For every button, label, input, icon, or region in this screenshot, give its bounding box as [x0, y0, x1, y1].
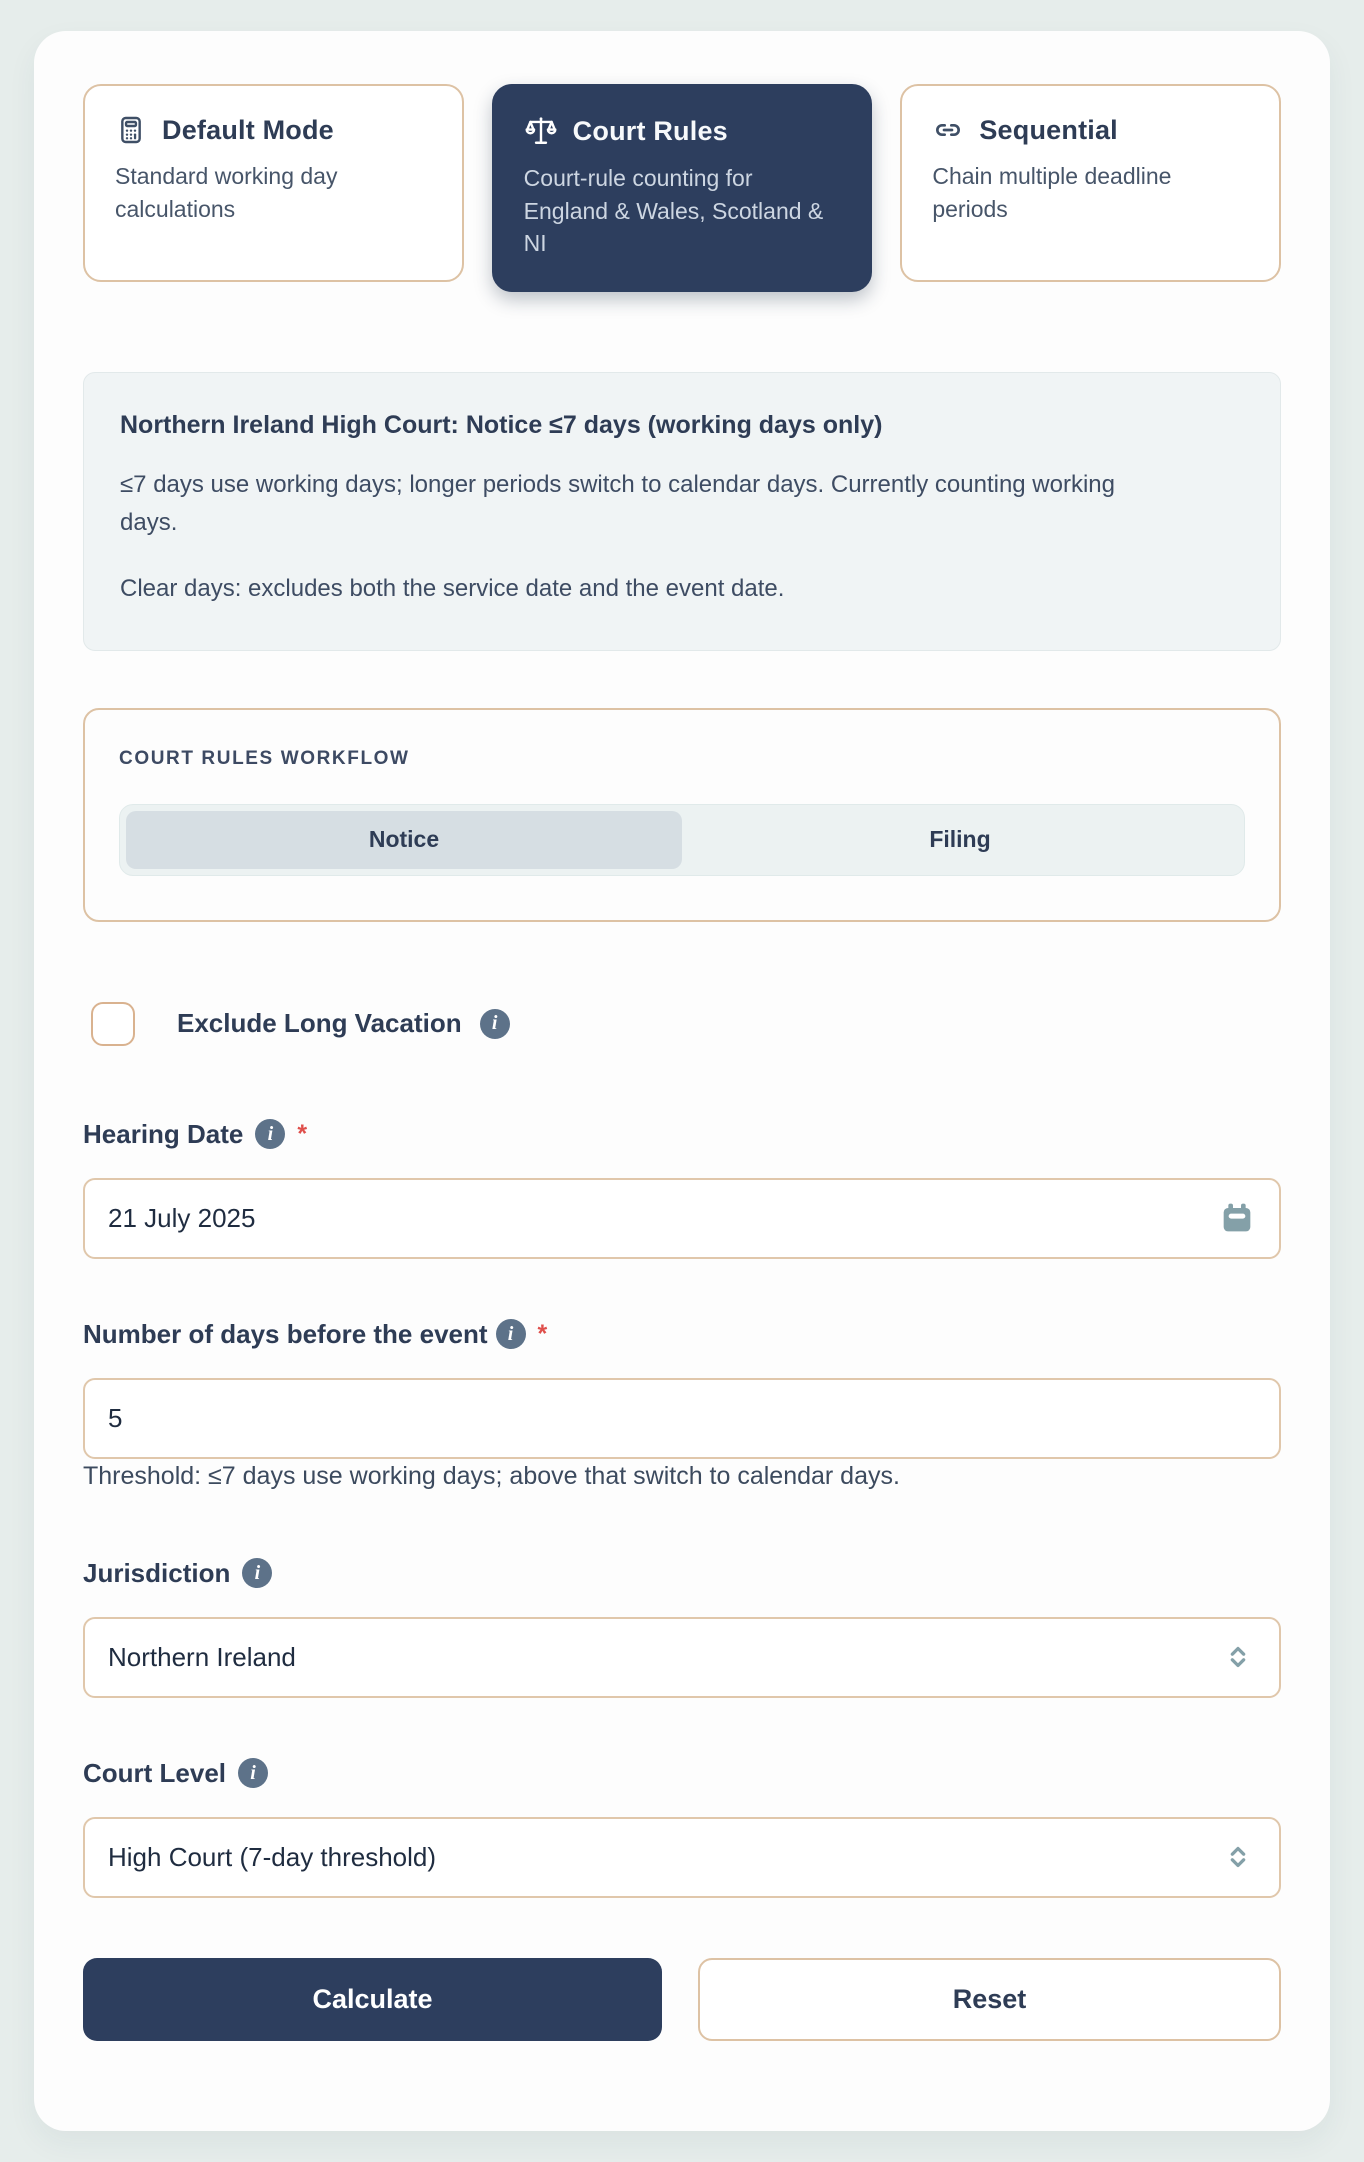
action-buttons [83, 1958, 1281, 2041]
chevron-up-down-icon [1221, 1640, 1255, 1674]
court-level-label-row [83, 1758, 1281, 1789]
hearing-date-info-icon[interactable]: i [255, 1119, 285, 1149]
days-before-input[interactable] [83, 1378, 1281, 1459]
chevron-up-down-icon [1221, 1840, 1255, 1874]
exclude-long-vacation-checkbox[interactable] [91, 1002, 135, 1046]
workflow-option-notice[interactable]: Notice [126, 811, 682, 869]
mode-card-description: Court-rule counting for England & Wales, Scotland & NI [523, 165, 824, 257]
mode-card-title: Sequential [979, 114, 1118, 145]
days-before-label-row [83, 1319, 1281, 1350]
court-level-info-icon[interactable]: i [238, 1758, 268, 1788]
court-level-value: High Court (7-day threshold) [108, 1841, 437, 1872]
calendar-icon[interactable] [1217, 1198, 1257, 1238]
court-rules-workflow-section [83, 708, 1281, 922]
hearing-date-label-row [83, 1119, 1281, 1150]
threshold-help-text: Threshold: ≤7 days use working days; above that switch to calendar days. [83, 1461, 900, 1490]
workflow-section-label: COURT RULES WORKFLOW [119, 747, 410, 769]
exclude-long-vacation-label: Exclude Long Vacation [177, 1008, 462, 1039]
jurisdiction-label-row [83, 1558, 1281, 1589]
info-box-title: Northern Ireland High Court: Notice ≤7 days (working days only) [120, 411, 883, 439]
mode-card-description: Chain multiple deadline periods [932, 163, 1172, 222]
mode-card-sequential[interactable] [900, 84, 1281, 282]
mode-card-description: Standard working day calculations [115, 163, 338, 222]
mode-card-court-rules[interactable] [492, 84, 873, 292]
link-icon [932, 114, 964, 146]
workflow-option-filing[interactable]: Filing [929, 826, 991, 853]
jurisdiction-info-icon[interactable]: i [242, 1558, 272, 1588]
mode-selector [83, 84, 1281, 292]
days-before-field-wrap [83, 1378, 1281, 1459]
calculator-icon [115, 114, 147, 146]
mode-card-title: Court Rules [572, 115, 728, 146]
reset-button[interactable]: Reset [698, 1958, 1281, 2041]
jurisdiction-value: Northern Ireland [108, 1641, 296, 1672]
required-asterisk: * [537, 1319, 548, 1348]
scales-icon [524, 114, 558, 148]
court-rule-info-box [83, 372, 1281, 651]
court-level-label: Court Level [83, 1757, 227, 1788]
info-box-line2: Clear days: excludes both the service date and the event date. [120, 574, 785, 602]
required-asterisk: * [297, 1119, 308, 1148]
hearing-date-input[interactable] [83, 1178, 1281, 1259]
info-box-line1: ≤7 days use working days; longer periods switch to calendar days. Currently counting working days. [120, 471, 1116, 536]
court-level-select[interactable] [83, 1817, 1281, 1898]
hearing-date-label: Hearing Date [83, 1118, 244, 1149]
exclude-long-vacation-info-icon[interactable]: i [480, 1009, 510, 1039]
mode-card-title: Default Mode [162, 114, 334, 145]
days-before-info-icon[interactable]: i [496, 1319, 526, 1349]
calculator-card [34, 31, 1330, 2131]
workflow-toggle [119, 804, 1245, 876]
calculate-button[interactable]: Calculate [83, 1958, 662, 2041]
mode-card-default[interactable] [83, 84, 464, 282]
jurisdiction-label: Jurisdiction [83, 1557, 231, 1588]
exclude-long-vacation-row [91, 1002, 1281, 1046]
hearing-date-field-wrap [83, 1178, 1281, 1259]
jurisdiction-select[interactable] [83, 1617, 1281, 1698]
days-before-label: Number of days before the event [83, 1318, 488, 1349]
